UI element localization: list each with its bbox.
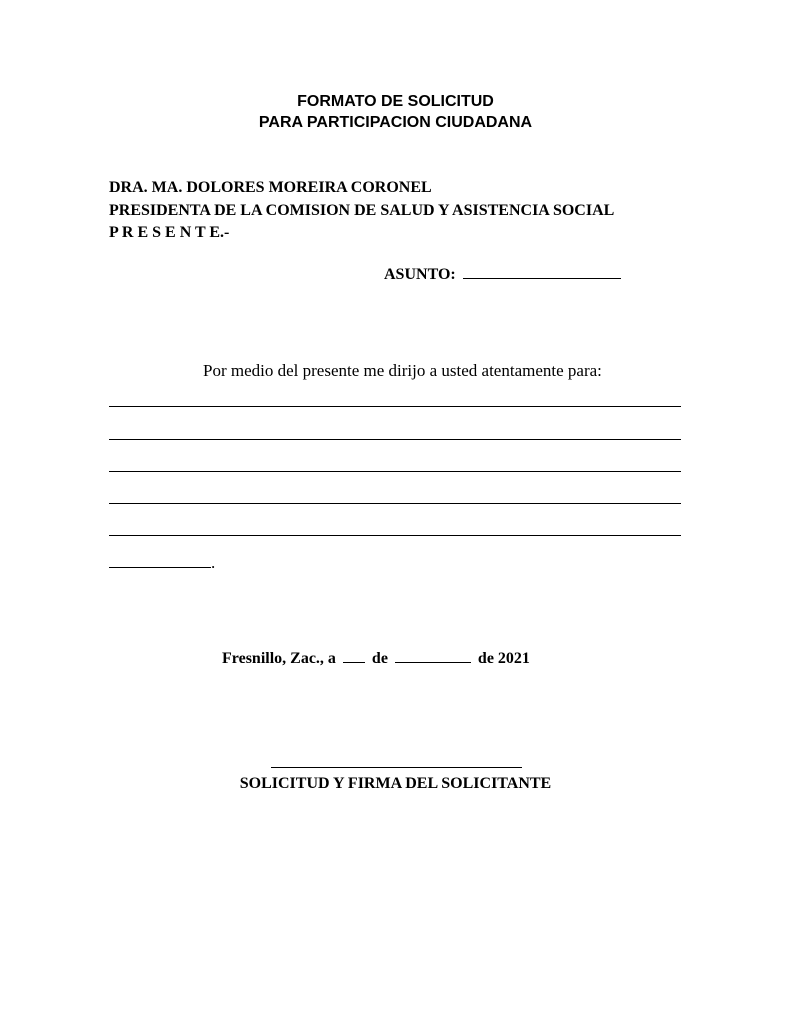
presente-line: P R E S E N T E.- bbox=[109, 224, 230, 241]
body-blank-line-6[interactable] bbox=[109, 567, 211, 568]
body-blank-line-4[interactable] bbox=[109, 503, 681, 504]
signature-line[interactable] bbox=[271, 767, 522, 768]
form-title-line-1: FORMATO DE SOLICITUD bbox=[297, 93, 494, 110]
signature-caption: SOLICITUD Y FIRMA DEL SOLICITANTE bbox=[239, 775, 552, 792]
date-line bbox=[222, 648, 530, 669]
date-de-2: de 2021 bbox=[477, 650, 530, 667]
day-blank[interactable] bbox=[343, 648, 365, 663]
addressee-position: PRESIDENTA DE LA COMISION DE SALUD Y ASISTENCIA SOCIAL bbox=[109, 202, 615, 219]
subject-line bbox=[384, 264, 624, 285]
subject-label: ASUNTO: bbox=[384, 266, 456, 283]
body-blank-line-5[interactable] bbox=[109, 535, 681, 536]
subject-blank[interactable] bbox=[463, 264, 621, 279]
date-de-1: de bbox=[371, 650, 388, 667]
body-intro: Por medio del presente me dirijo a usted atentamente para: bbox=[203, 361, 602, 380]
body-blank-line-3[interactable] bbox=[109, 471, 681, 472]
body-end-mark: . bbox=[211, 553, 216, 572]
date-place: Fresnillo, Zac., a bbox=[222, 650, 336, 667]
body-blank-line-2[interactable] bbox=[109, 439, 681, 440]
addressee-name: DRA. MA. DOLORES MOREIRA CORONEL bbox=[109, 179, 432, 196]
body-blank-line-1[interactable] bbox=[109, 406, 681, 407]
month-blank[interactable] bbox=[395, 648, 471, 663]
form-title-line-2: PARA PARTICIPACION CIUDADANA bbox=[258, 114, 533, 131]
